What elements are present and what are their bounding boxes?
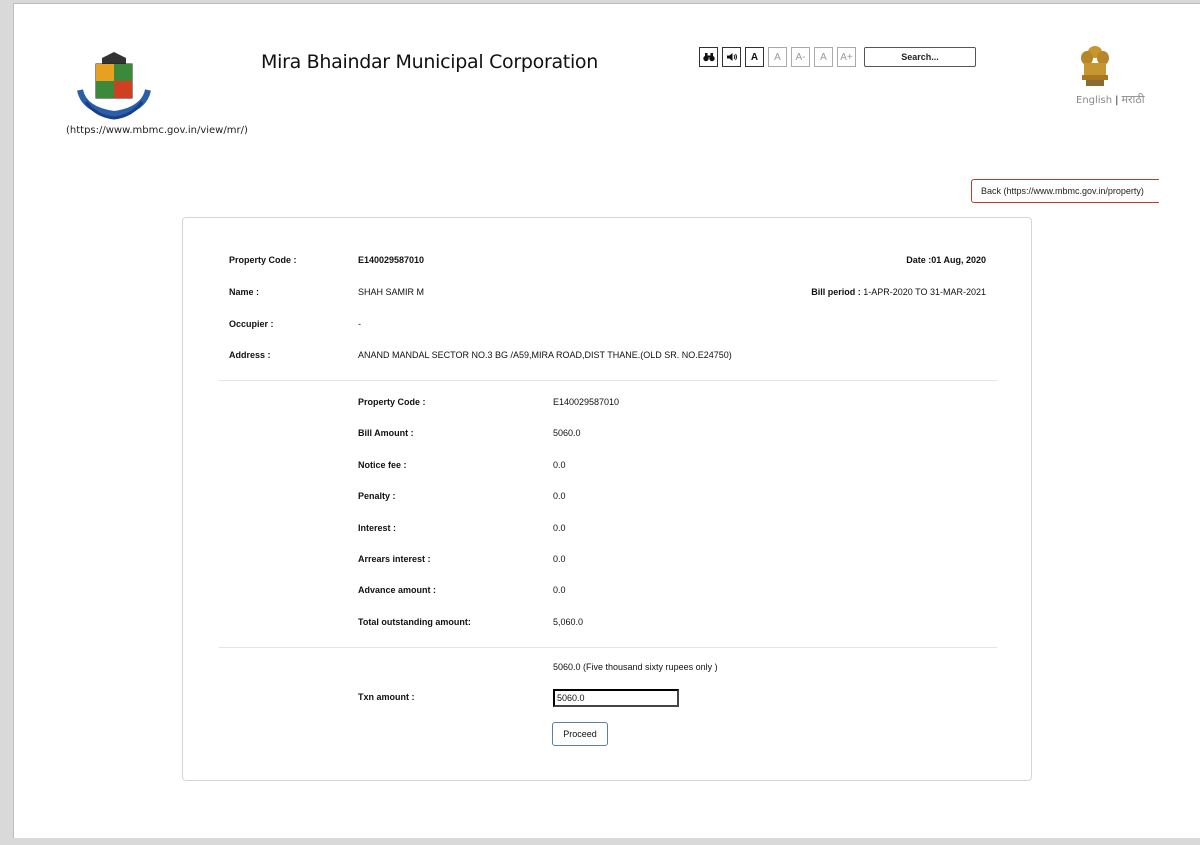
occupier-value: - [358, 319, 361, 329]
bill-period-label: Bill period : [811, 287, 861, 297]
row-label: Arrears interest : [358, 554, 431, 564]
row-value: 5060.0 [553, 428, 581, 438]
font-decrease-button[interactable]: A- [791, 47, 810, 67]
accessibility-toolbar [699, 47, 856, 69]
font-normal-button[interactable]: A [814, 47, 833, 67]
row-value: 5,060.0 [553, 617, 584, 627]
row-value: 0.0 [553, 460, 566, 470]
address-label: Address : [229, 350, 271, 360]
lang-english-link[interactable]: English [1076, 95, 1113, 106]
back-button[interactable]: Back (https://www.mbmc.gov.in/property) [971, 179, 1159, 203]
txn-amount-input[interactable] [553, 689, 679, 707]
binoculars-icon[interactable] [699, 47, 718, 67]
divider [219, 380, 997, 381]
name-value: SHAH SAMIR M [358, 287, 425, 297]
contrast-light-button[interactable]: A [768, 47, 787, 67]
occupier-label: Occupier : [229, 319, 274, 329]
search-button[interactable]: Search... [864, 47, 976, 67]
row-value: E140029587010 [553, 397, 620, 407]
row-label: Notice fee : [358, 460, 407, 470]
date-value: 01 Aug, 2020 [931, 255, 986, 265]
date-field [906, 255, 986, 265]
property-code-value: E140029587010 [358, 255, 425, 265]
row-value: 0.0 [553, 523, 566, 533]
name-label: Name : [229, 287, 260, 297]
row-label: Total outstanding amount: [358, 617, 471, 627]
address-value: ANAND MANDAL SECTOR NO.3 BG /A59,MIRA ROAD,DIST THANE.(OLD SR. NO.E24750) [358, 350, 732, 360]
language-switcher [1076, 92, 1145, 107]
font-increase-button[interactable]: A+ [837, 47, 856, 67]
divider [219, 647, 997, 648]
lang-separator: | [1115, 95, 1119, 106]
amount-in-words: 5060.0 (Five thousand sixty rupees only ) [553, 662, 718, 672]
proceed-button[interactable]: Proceed [552, 722, 608, 746]
bill-period [811, 287, 986, 297]
date-label: Date : [906, 255, 932, 265]
national-emblem-icon [1079, 44, 1111, 90]
row-value: 0.0 [553, 554, 566, 564]
row-label: Advance amount : [358, 585, 437, 595]
property-code-label: Property Code : [229, 255, 297, 265]
row-label: Penalty : [358, 491, 396, 501]
bill-card [182, 217, 1032, 781]
page [13, 3, 1200, 838]
speaker-icon[interactable] [722, 47, 741, 67]
logo-link[interactable]: (https://www.mbmc.gov.in/view/mr/) [66, 125, 248, 136]
site-title: Mira Bhaindar Municipal Corporation [261, 51, 599, 73]
row-label: Interest : [358, 523, 397, 533]
row-label: Bill Amount : [358, 428, 414, 438]
contrast-default-button[interactable]: A [745, 47, 764, 67]
txn-amount-label: Txn amount : [358, 692, 415, 702]
row-value: 0.0 [553, 491, 566, 501]
row-value: 0.0 [553, 585, 566, 595]
bill-period-value: 1-APR-2020 TO 31-MAR-2021 [863, 287, 986, 297]
lang-marathi-link[interactable]: मराठी [1121, 93, 1145, 106]
row-label: Property Code : [358, 397, 426, 407]
mbmc-logo[interactable] [72, 50, 156, 124]
